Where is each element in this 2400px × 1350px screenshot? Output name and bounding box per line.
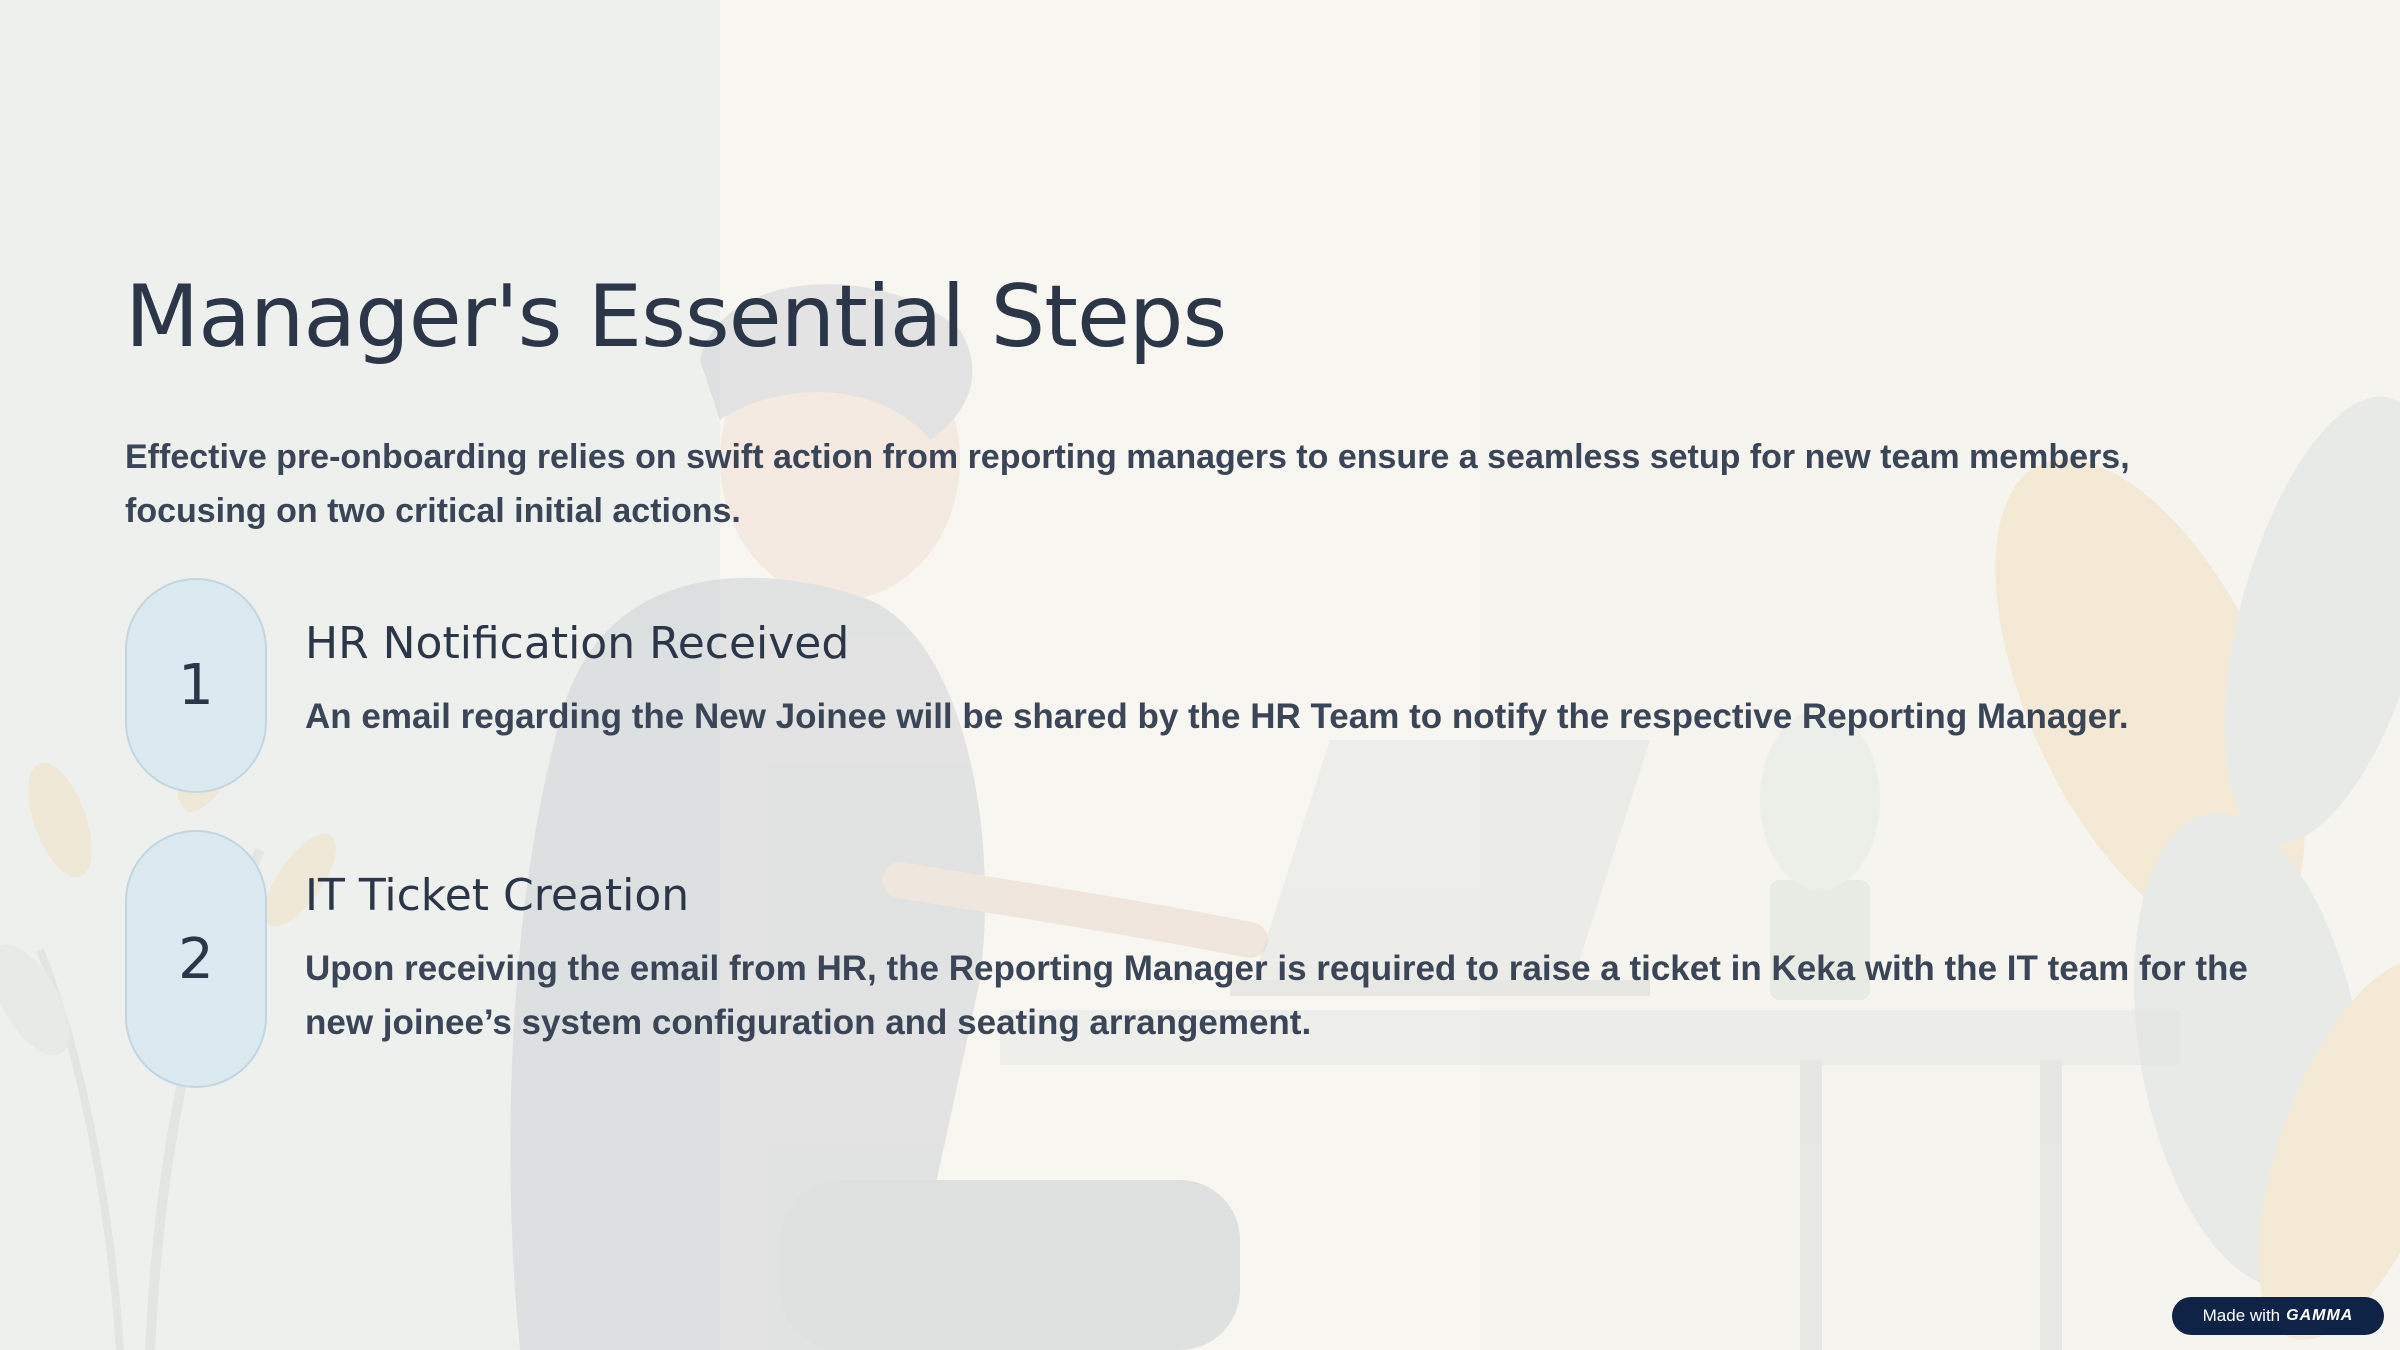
step-text: [305, 830, 2305, 1050]
step-title: HR Notification Received: [305, 618, 850, 669]
step-description: An email regarding the New Joinee will be shared by the HR Team to notify the respective Reporting Manager.: [305, 697, 2129, 736]
page-title: Manager's Essential Steps: [125, 267, 1227, 367]
step-number-badge: 2: [125, 830, 267, 1088]
step-number-badge: 1: [125, 578, 267, 793]
made-with-gamma-badge[interactable]: [2172, 1297, 2384, 1335]
intro-paragraph: Effective pre-onboarding relies on swift action from reporting managers to ensure a seamless setup for new team members, focusing on two critical initial actions.: [125, 438, 2130, 530]
step-description: Upon receiving the email from HR, the Reporting Manager is required to raise a ticket in Keka with the IT team for the new joinee’s system configuration and seating arrangement.: [305, 949, 2248, 1042]
badge-prefix: Made with: [2202, 1306, 2281, 1325]
step-title: IT Ticket Creation: [305, 870, 690, 921]
step-text: [305, 578, 2305, 744]
gamma-logo: GAMMA: [2286, 1307, 2354, 1324]
